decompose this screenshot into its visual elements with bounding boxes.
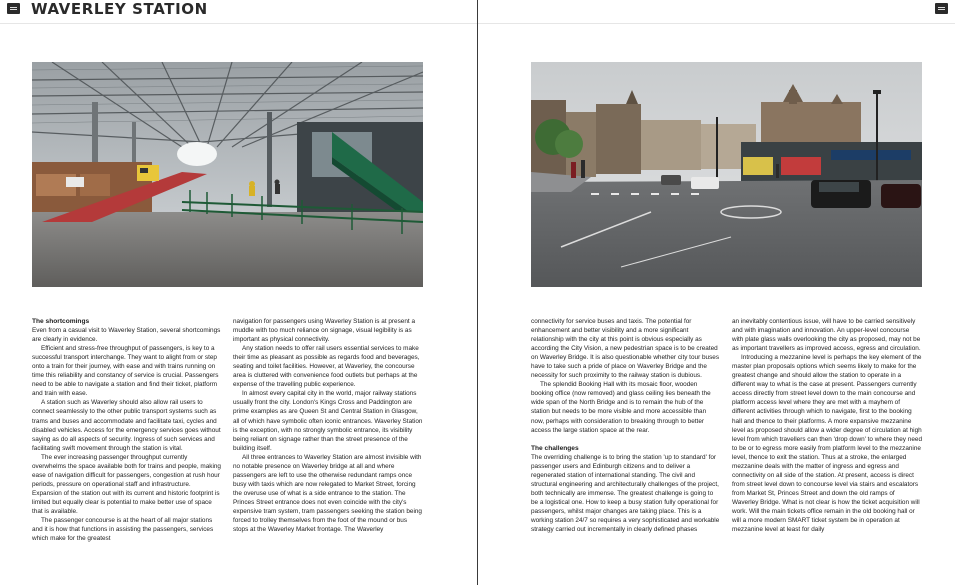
publication-title: WAVERLEY STATION [31, 0, 208, 18]
station-concourse-photo [32, 62, 423, 287]
header-divider [478, 23, 955, 24]
paragraph: connectivity for service buses and taxis. The potential for enhancement and better visibility and a more significant relationship with the city at this point is obvious especially as according the City Vision, a new pedestrian space is to be created on Waverley Bridge. It is also questionable whether city tour buses have to take such a pride of place on Waverley Bridge and the necessity for such proximity to the railway station is dubious. [531, 318, 720, 380]
menu-icon[interactable] [935, 3, 948, 14]
right-page [478, 0, 955, 585]
paragraph: The passenger concourse is at the heart of all major stations and it is how that functions in assisting the passengers, services which make for the greatest [32, 517, 214, 543]
paragraph: All three entrances to Waverley Station are almost invisible with no notable presence on Waverley bridge at all and where passengers are left to use the otherwise redundant ramps once busy with taxis which are now relegated to Market Street, forcing the overuse use of what is a side entrance to the station. The Princes Street entrance does not even coincide with the city's expensive tram system, tram passengers seeking the station being forced to trolley themselves from the foot of the mound or bus stops at the Waverley Market frontage. The Waverley [233, 453, 422, 534]
left-page-column-2 [233, 317, 423, 585]
right-page-column-2 [732, 317, 922, 585]
paragraph: an inevitably contentious issue, will have to be carried sensitively and with imagination and innovation. An upper-level concourse with plate glass walls overlooking the city as proposed, may not be as important travellers as improved access, egress and circulation. [732, 318, 921, 353]
left-page-column-1 [32, 317, 222, 585]
paragraph: Efficient and stress-free throughput of passengers, is key to a successful transport interchange. They want to alight from or step onto a train for their journey, with ease and with trains running on time this reliability and constancy of service is crucial. Passengers need to be able to navigate a station and find their ticket, platform and train with ease. [32, 345, 219, 398]
waverley-bridge-street-photo [531, 62, 922, 287]
header-divider [0, 23, 477, 24]
paragraph: The overriding challenge is to bring the station 'up to standard' for passenger users and Edinburgh citizens and to deliver a regenerated station of international standing. The civil and structural engineering and architecturally challenges of the project, both technically are immense. The greatest challenge is going to be a logistical one. How to keep a busy station fully operational for passengers, whilst major changes are taking place. This is a working station 24/7 so requires a very sophisticated and workable strategy carried out incrementally in clearly defined phases [531, 453, 720, 534]
paragraph: A station such as Waverley should also allow rail users to connect seamlessly to the other public transport systems such as trams and buses and accommodate and facilitate taxi, cycles and disabled vehicles. Access for the emergency services goes without saying as do all aspects of security. Ingress of such services and facilitating swift movement through the station is vital. [32, 399, 221, 452]
paragraph: In almost every capital city in the world, major railway stations usually front the city. London's Kings Cross and Paddington are prime examples as are Queen St and Central Station in Glasgow, all of which have symbolic often iconic entrances. Waverley Station is the exception, with no strongly symbolic entrance, its visibility being reliant on signage rather than the street presence of the building itself. [233, 390, 423, 452]
section-heading: The challenges [531, 444, 579, 452]
right-page-column-1 [531, 317, 721, 585]
paragraph: navigation for passengers using Waverley Station is at present a muddle with too much reliance on signage, visual legibility is as important as physical connectivity. [233, 318, 415, 344]
paragraph: The ever increasing passenger throughput currently overwhelms the space available both for trains and people, making ease of navigation difficult for passengers, congestion at rush hour periods, pressure on operational staff and infrastructure. Expansion of the station out with its current and historic footprint is limited but equally clear is potential to make better use of space that is available. [32, 453, 221, 515]
menu-icon[interactable] [7, 3, 20, 14]
left-page [0, 0, 477, 585]
section-heading: The shortcomings [32, 318, 90, 325]
paragraph: The splendid Booking Hall with its mosaic floor, wooden booking office (now removed) and glass ceiling lies beneath the wide span of the North Bridge and is to remain the hub of the station but needs to be more visible and more accessible than now, perhaps with consideration to breaking through to better access the large station space at the rear. [531, 381, 711, 434]
paragraph: Introducing a mezzanine level is perhaps the key element of the master plan proposals options which seems likely to make for the greatest change and should allow the station to operate in a different way to what is the case at present. Passengers currently access directly from street level down to the main concourse and platform access level where they are met with a mayhem of different activities through which to navigate, first to the booking hall and thence to their platforms. A more expansive mezzanine level as proposed should allow a wider degree of circulation at high level from which travellers can then 'drop down' to where they need to be or to egress more easily from platform level to the mezzanine level, thence to exit the station. Thus at a stroke, the enlarged mezzanine deals with the matter of ingress and egress and connectivity on all side of the station. At present, access is direct from street level down to concourse level via stairs and escalators from Market St, Princes Street and down the old ramps of Waverley Bridge. What is not clear is how the ticket acquisition will work. Will the main tickets office remain in the old booking hall or will a more modern SMART ticket system be in operation at mezzanine level at least for daily [732, 354, 922, 534]
paragraph: Any station needs to offer rail users essential services to make their time as pleasant as possible as regards food and beverages, seating and toilet facilities. However, at Waverley, the concourse area is cluttered with convenience food outlets but perhaps at the expense of the travelling public experience. [233, 345, 420, 389]
paragraph: Even from a casual visit to Waverley Station, several shortcomings are clearly in evidence. [32, 327, 221, 344]
